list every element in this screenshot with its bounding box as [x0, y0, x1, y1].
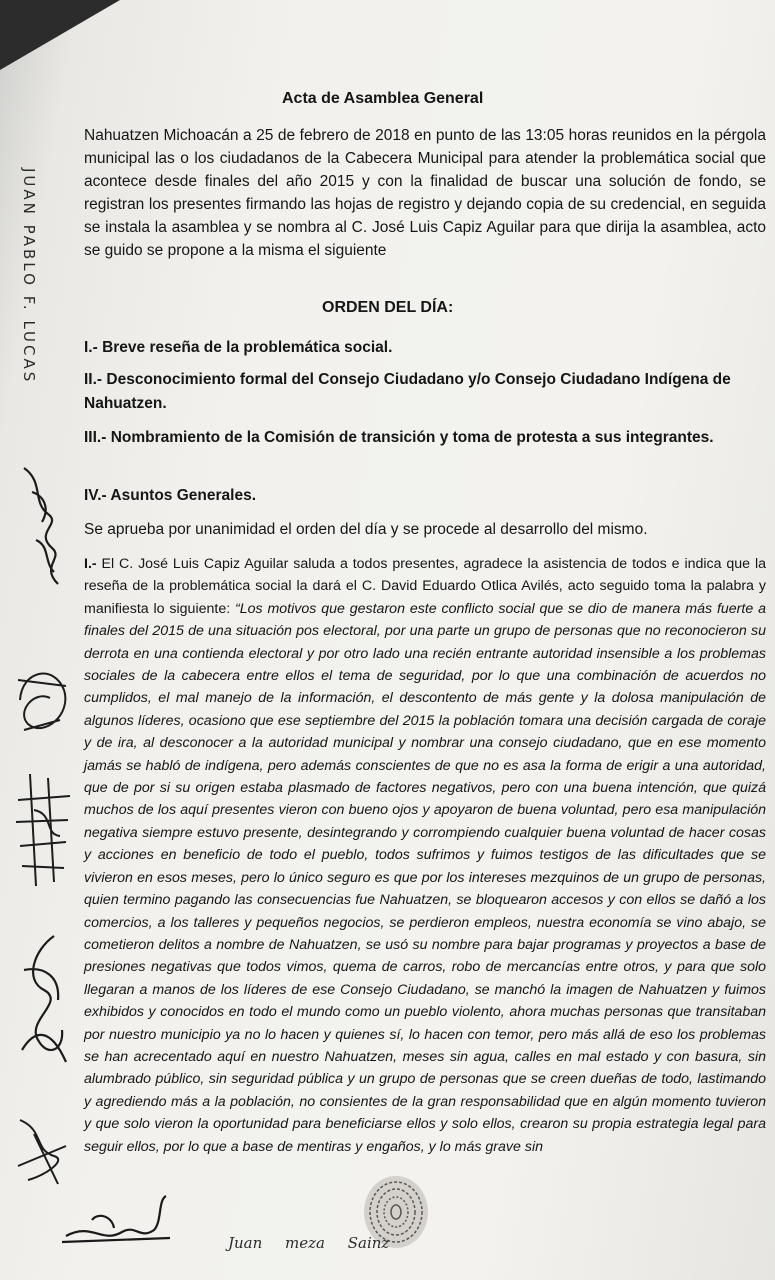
orden-del-dia-heading: ORDEN DEL DÍA: [322, 299, 454, 316]
section-1-quote: “Los motivos que gestaron este conflicto social que se dio de manera más fuerte a finales del 2015 de una situación pos electoral, por una parte un grupo de personas que no reconocieron su derrota en una contienda electoral y por otro lado una recién entrante autoridad insensible a los problemas sociales de la cabecera entre ellos el tema de seguridad, por lo que una combinación de acuerdos no cumplidos, el mal manejo de la información, el descontento de más gente y la dolosa manipulación de algunos líderes, ocasiono que ese septiembre del 2015 la población tomara una decisión cargada de coraje y de ira, al desconocer a la autoridad municipal y nombrar una consejo ciudadano, que en ese momento jamás se habló de indígena, pero además conscientes de que no es asa la forma de erigir a una autoridad, que de por si su origen estaba plasmado de factores negativos, pero con una buena intención, que quizá muchos de los aquí presentes vieron con bueno ojos y apoyaron de buena voluntad, pero esa manipulación negativa siempre estuvo presente, desintegrando y corrompiendo cualquier buena voluntad de hacer cosas y acciones en beneficio de todo el pueblo, todos sufrimos y fuimos testigos de las dificultades que se vivieron en esos meses, pero lo único seguro es que por los intereses mezquinos de un grupo de personas, quien termino pagando las consecuencias fue Nahuatzen, se bloquearon accesos y con ellos se dañó a los comercios, a los talleres y pequeños negocios, se perdieron empleos, nuestra economía se vino abajo, se cometieron delitos a nombre de Nahuatzen, se usó su nombre para bajar programas y proyectos a base de presiones negativas que todos vimos, quema de carros, robo de mercancías entre otros, y para que solo llegaran a manos de los líderes de ese Consejo Ciudadano, se manchó la imagen de Nahuatzen y fuimos exhibidos y conocidos en todo el mundo como un pueblo violento, ahora muchas personas que transitaban por nuestro municipio ya no lo hacen y quienes sí, lo hacen con temor, pero más allá de eso los problemas se han acrecentado aquí en nuestro Nahuatzen, meses sin agua, calles en mal estado y con basura, sin alumbrado público, sin seguridad pública y un grupo de personas que se creen dueñas de todo, lastimando y agrediendo más a la población, no consientes de la gran responsabilidad que en algún momento tuvieron y que solo vieron la oportunidad para beneficiarse ellos y solo ellos, crearon su propia estrategia legal para seguir ellos, por lo que a base de mentiras y engaños, y lo más grave sin [84, 600, 766, 1155]
section-1-paragraph [84, 553, 766, 1158]
bottom-signature [62, 1192, 172, 1252]
margin-signature-2 [14, 650, 72, 750]
margin-signature-4 [14, 930, 72, 1070]
document-title: Acta de Asamblea General [282, 90, 484, 107]
margin-signature-5 [14, 1110, 72, 1190]
orden-item-2: II.- Desconocimiento formal del Consejo Ciudadano y/o Consejo Ciudadano Indígena de Nahuatzen. [84, 371, 731, 412]
margin-signature-3 [14, 770, 72, 890]
margin-handwritten-name: JUAN PABLO F. LUCAS [20, 168, 38, 385]
orden-item-3: III.- Nombramiento de la Comisión de transición y toma de protesta a sus integrantes. [84, 429, 714, 446]
intro-paragraph: Nahuatzen Michoacán a 25 de febrero de 2018 en punto de las 13:05 horas reunidos en la pérgola municipal las o los ciudadanos de la Cabecera Municipal para atender la problemática social que acontece desde finales del año 2015 y con la finalidad de buscar una solución de fondo, se registran los presentes firmando las hojas de registro y dejando copia de su credencial, en seguida se instala la asamblea y se nombra al C. José Luis Capiz Aguilar para que dirija la asamblea, acto se guido se propone a la misma el siguiente [84, 127, 766, 259]
section-1-label: I.- [84, 556, 97, 572]
approval-paragraph: Se aprueba por unanimidad el orden del día y se procede al desarrollo del mismo. [84, 521, 648, 538]
section-1-text: El C. José Luis Capiz Aguilar saluda a todos presentes, agradece la asistencia de todos e indica que la reseña de la problemática social la dará el C. David Eduardo Otlica Avilés, acto seguido toma la palabra y manifiesta lo siguiente: [84, 556, 766, 617]
page-corner-shadow [0, 0, 120, 70]
bottom-handwritten-name: Juan meza Sainz [228, 1234, 390, 1252]
orden-item-4: IV.- Asuntos Generales. [84, 487, 256, 504]
orden-item-1: I.- Breve reseña de la problemática social. [84, 339, 393, 356]
margin-signature-1 [14, 462, 72, 592]
